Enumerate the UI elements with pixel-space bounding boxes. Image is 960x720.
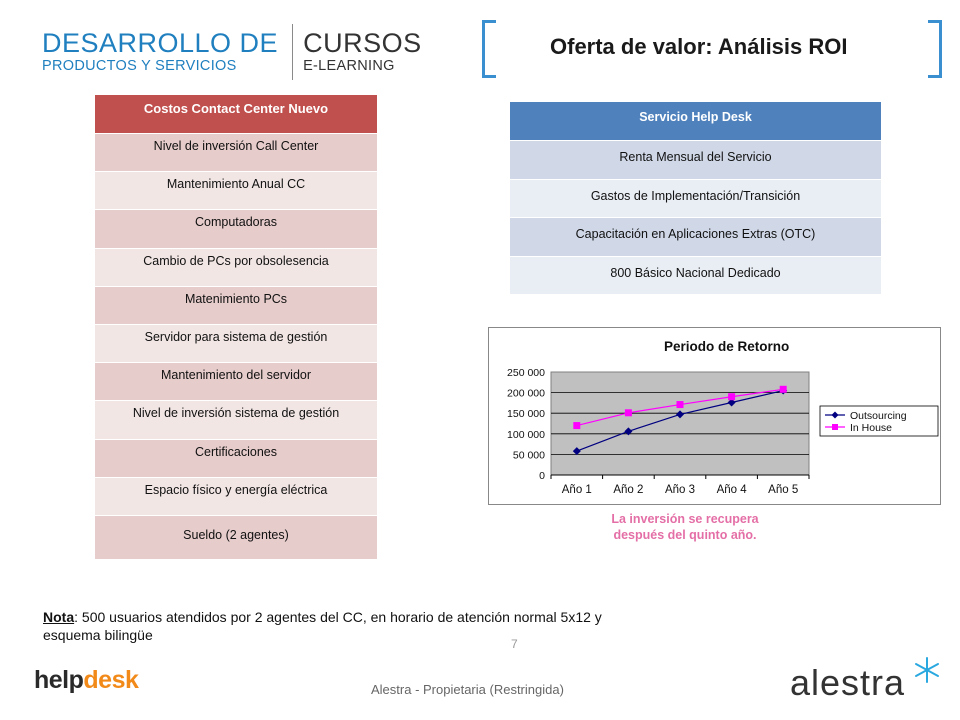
note <box>43 608 603 644</box>
course-logo <box>42 22 422 82</box>
y-tick-label: 200 000 <box>507 387 545 400</box>
table-row: Renta Mensual del Servicio <box>510 140 881 179</box>
logo-left-bottom: PRODUCTOS Y SERVICIOS <box>42 58 237 74</box>
y-tick-label: 150 000 <box>507 408 545 421</box>
table-row: Capacitación en Aplicaciones Extras (OTC) <box>510 217 881 256</box>
table-row: Gastos de Implementación/Transición <box>510 179 881 218</box>
x-tick-label: Año 3 <box>664 484 696 496</box>
x-tick-label: Año 2 <box>613 484 644 496</box>
contact-center-costs-table <box>95 95 377 559</box>
table-row: Certificaciones <box>95 439 377 477</box>
table-header: Costos Contact Center Nuevo <box>95 95 377 133</box>
logo-divider <box>292 24 293 80</box>
y-tick-label: 50 000 <box>512 449 545 462</box>
table-row: Servidor para sistema de gestión <box>95 324 377 362</box>
data-point <box>573 422 580 429</box>
table-row: Sueldo (2 agentes) <box>95 515 377 559</box>
y-tick-label: 0 <box>539 470 545 482</box>
title-bracket-left <box>482 20 496 78</box>
chart-title: Periodo de Retorno <box>664 339 790 354</box>
legend-label: Outsourcing <box>850 410 907 422</box>
x-tick-label: Año 4 <box>716 484 747 496</box>
payback-chart <box>488 327 941 505</box>
page-title: Oferta de valor: Análisis ROI <box>550 34 848 59</box>
y-tick-label: 250 000 <box>507 367 545 379</box>
helpdesk-logo <box>34 666 138 695</box>
table-row: Cambio de PCs por obsolesencia <box>95 248 377 286</box>
page-number: 7 <box>511 637 518 651</box>
table-row: Computadoras <box>95 209 377 247</box>
table-row: Nivel de inversión Call Center <box>95 133 377 171</box>
chart-caption <box>560 511 810 543</box>
table-row: Mantenimiento Anual CC <box>95 171 377 209</box>
helpdesk-logo-right: desk <box>83 666 139 694</box>
logo-left-top: DESARROLLO DE <box>42 28 279 58</box>
logo-right-top: CURSOS <box>303 28 422 58</box>
star-icon <box>912 655 942 685</box>
x-tick-label: Año 5 <box>768 484 799 496</box>
data-point <box>677 401 684 408</box>
data-point <box>728 393 735 400</box>
y-tick-label: 100 000 <box>507 428 545 441</box>
table-row: 800 Básico Nacional Dedicado <box>510 256 881 295</box>
note-text: : 500 usuarios atendidos por 2 agentes del CC, en horario de atención normal 5x12 y esquema bilingüe <box>43 609 602 643</box>
caption-line-2: después del quinto año. <box>613 528 757 542</box>
footer-confidentiality: Alestra - Propietaria (Restringida) <box>371 682 564 697</box>
x-tick-label: Año 1 <box>561 484 592 496</box>
table-row: Espacio físico y energía eléctrica <box>95 477 377 515</box>
legend-marker <box>832 424 838 430</box>
help-desk-service-table <box>510 102 881 294</box>
table-row: Nivel de inversión sistema de gestión <box>95 400 377 438</box>
helpdesk-logo-left: help <box>34 666 84 694</box>
table-header: Servicio Help Desk <box>510 102 881 140</box>
legend-label: In House <box>850 422 893 434</box>
note-label: Nota <box>43 609 75 625</box>
alestra-logo: alestra <box>790 662 906 703</box>
chart-canvas <box>489 328 942 506</box>
caption-line-1: La inversión se recupera <box>611 512 759 526</box>
data-point <box>625 409 632 416</box>
title-bracket-right <box>928 20 942 78</box>
logo-right-bottom: E-LEARNING <box>303 58 395 74</box>
table-row: Mantenimiento del servidor <box>95 362 377 400</box>
table-row: Matenimiento PCs <box>95 286 377 324</box>
plot-area <box>551 372 809 475</box>
data-point <box>780 386 787 393</box>
